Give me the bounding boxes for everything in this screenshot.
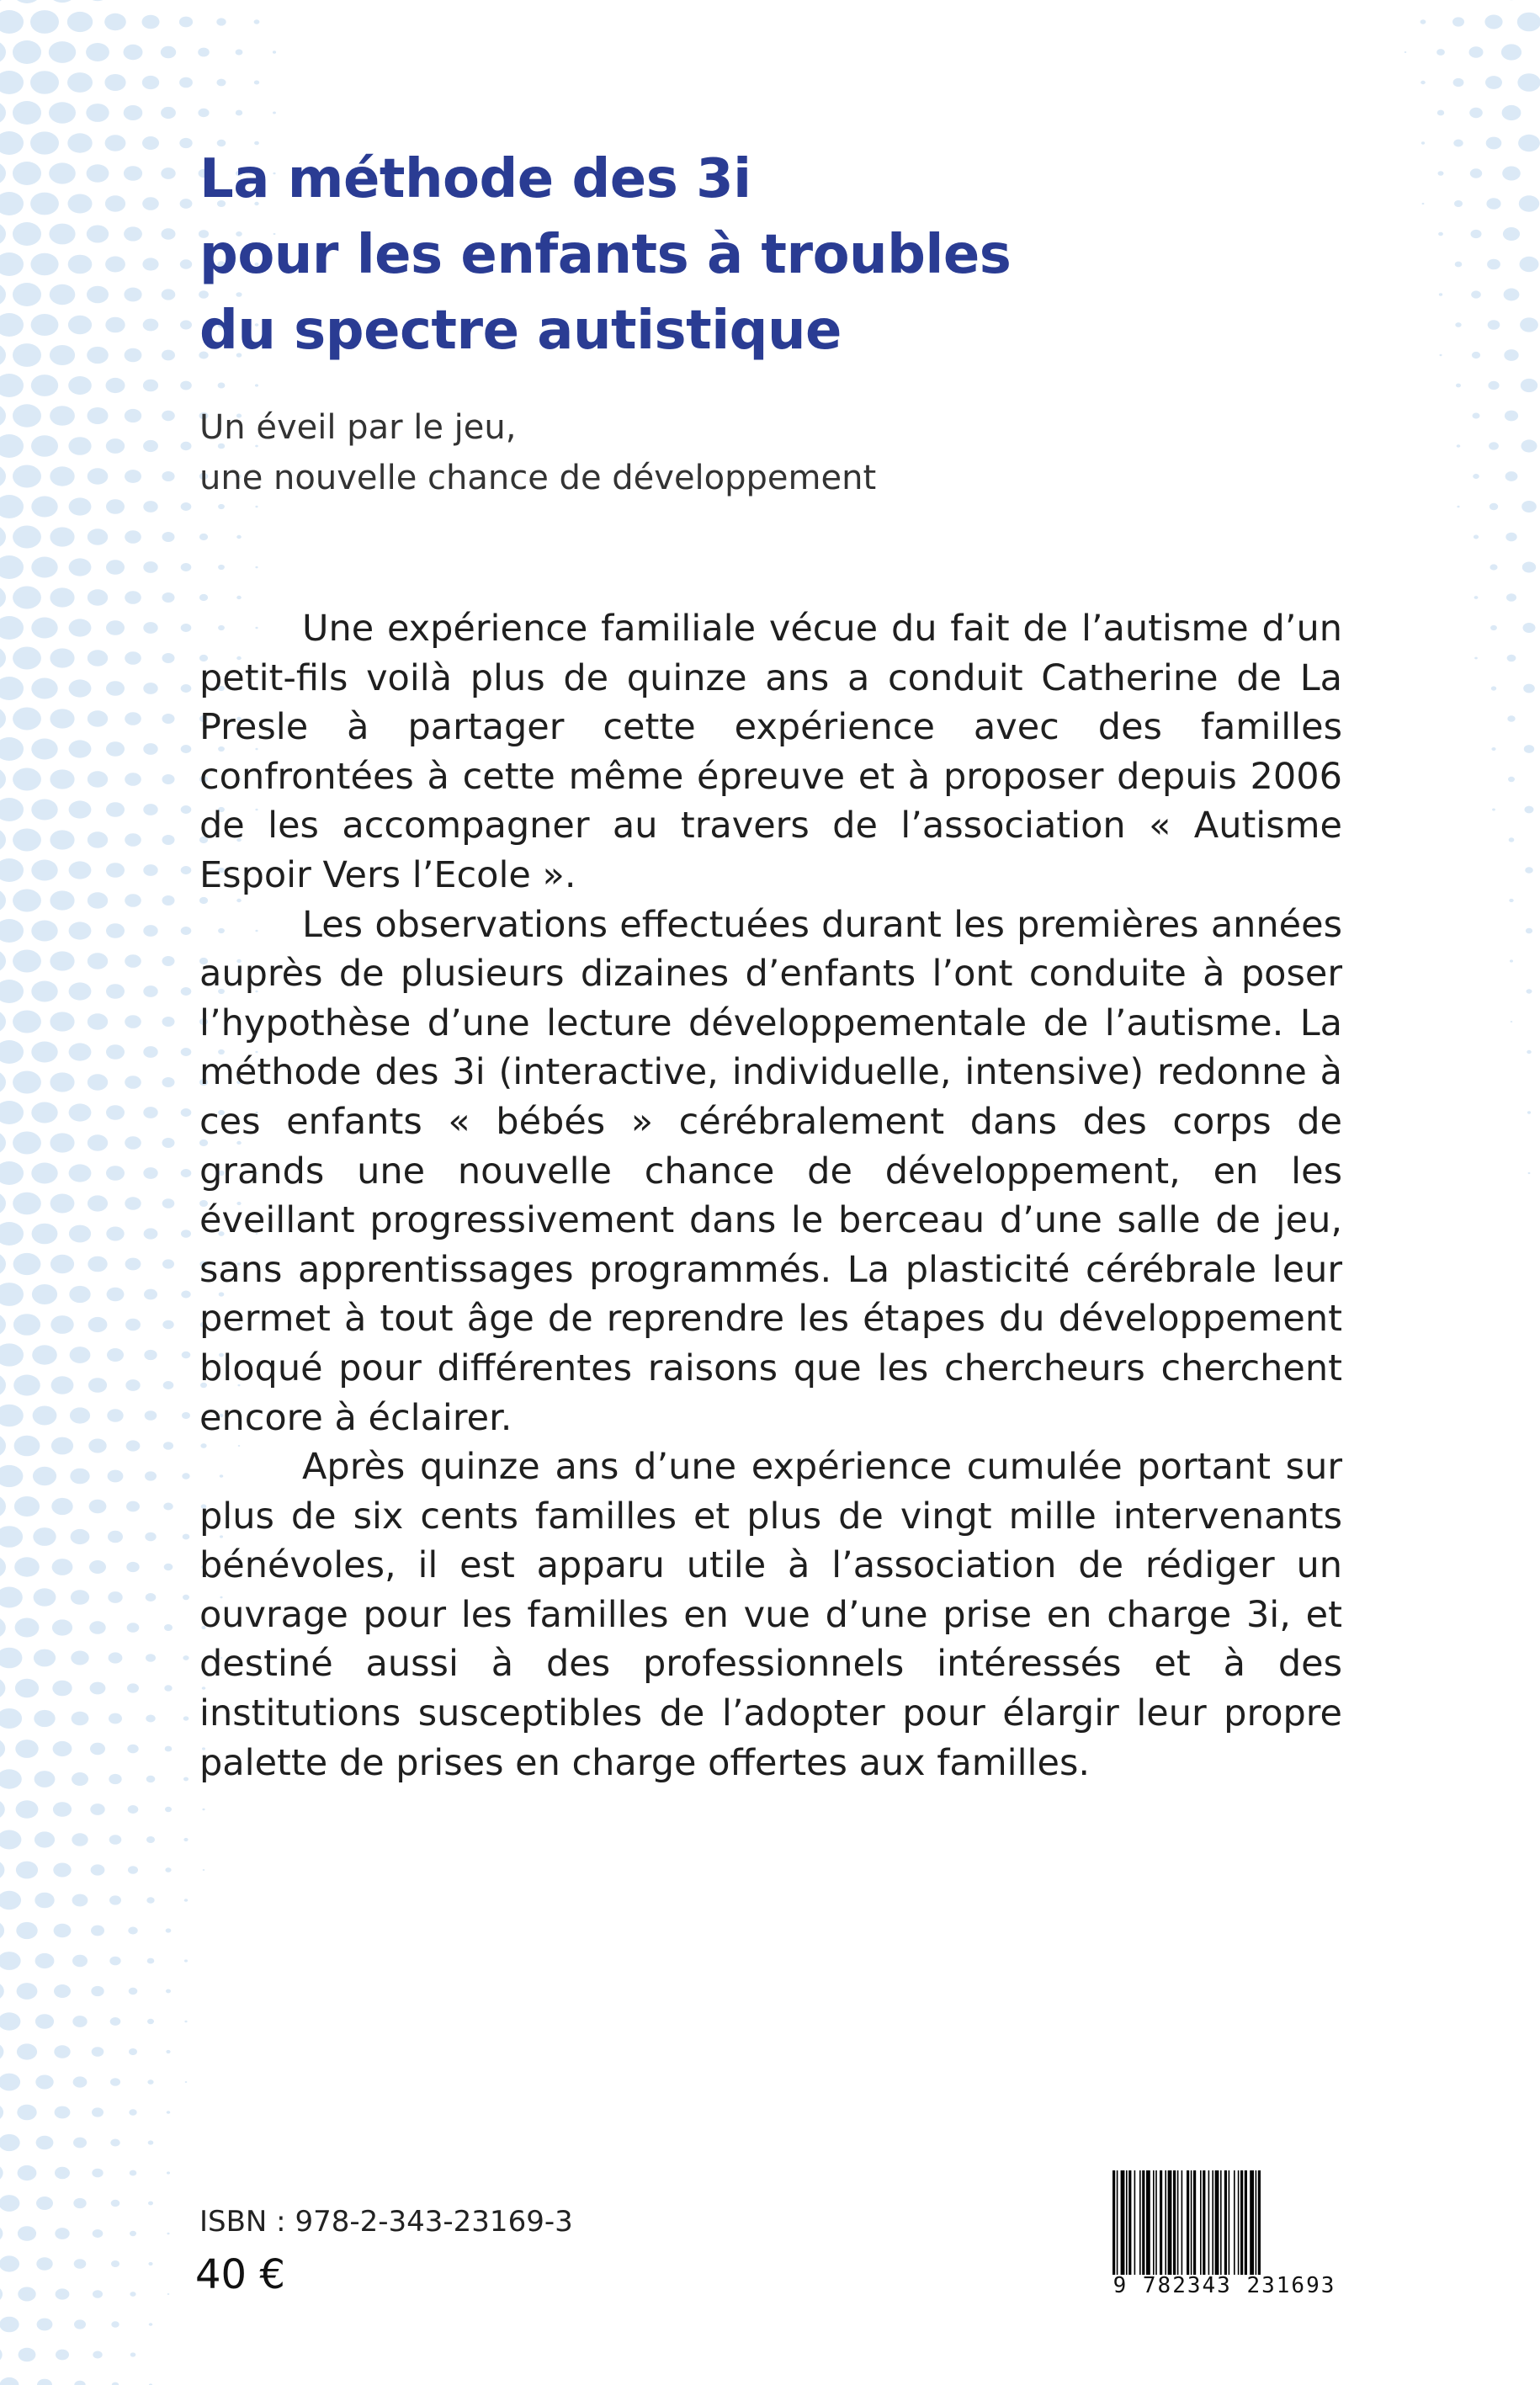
price-label: 40 € [195,2251,285,2298]
title-line: La méthode des 3i [199,148,751,210]
blurb [199,604,1342,1787]
barcode [1102,2167,1346,2302]
book-title [199,141,1378,369]
blurb-paragraph: Les observations effectuées durant les premières années auprès de plusieurs dizaines d’enfants l’ont conduite à poser l’hypothèse d’une lecture développementale de l’autisme. La méthode des 3i (interactive, individuelle, intensive) redonne à ces enfants « bébés » cérébralement dans des corps de grands une nouvelle chance de développement, en les éveillant progressivement dans le berceau d’une salle de jeu, sans apprentissages programmés. La plasticité cérébrale leur permet à tout âge de reprendre les étapes du développement bloqué pour différentes raisons que les chercheurs cherchent encore à éclairer. [199,903,1342,1439]
title-line: pour les enfants à troubles [199,224,1012,286]
subtitle-line: une nouvelle chance de développement [199,459,877,497]
title-line: du spectre autistique [199,300,842,362]
barcode-bars [1111,2170,1340,2275]
blurb-paragraph: Une expérience familiale vécue du fait de l’autisme d’un petit-fils voilà plus de quinze ans a conduit Catherine de La Presle à partager cette expérience avec des familles confrontées à cette même épreuve et à proposer depuis 2006 de les accompagner au travers de l’association « Autisme Espoir Vers l’Ecole ». [199,608,1342,896]
isbn-label: ISBN : 978-2-343-23169-3 [199,2205,573,2239]
barcode-digits: 9 782343 231693 [1113,2273,1336,2298]
subtitle-line: Un éveil par le jeu, [199,408,517,447]
blurb-paragraph: Après quinze ans d’une expérience cumulée portant sur plus de six cents familles et plus de vingt mille intervenants bénévoles, il est apparu utile à l’association de rédiger un ouvrage pour les familles en vue d’une prise en charge 3i, et destiné aussi à des professionnels intéressés et à des institutions susceptibles de l’adopter pour élargir leur propre palette de prises en charge offertes aux familles. [199,1446,1342,1784]
book-subtitle [199,402,1378,503]
